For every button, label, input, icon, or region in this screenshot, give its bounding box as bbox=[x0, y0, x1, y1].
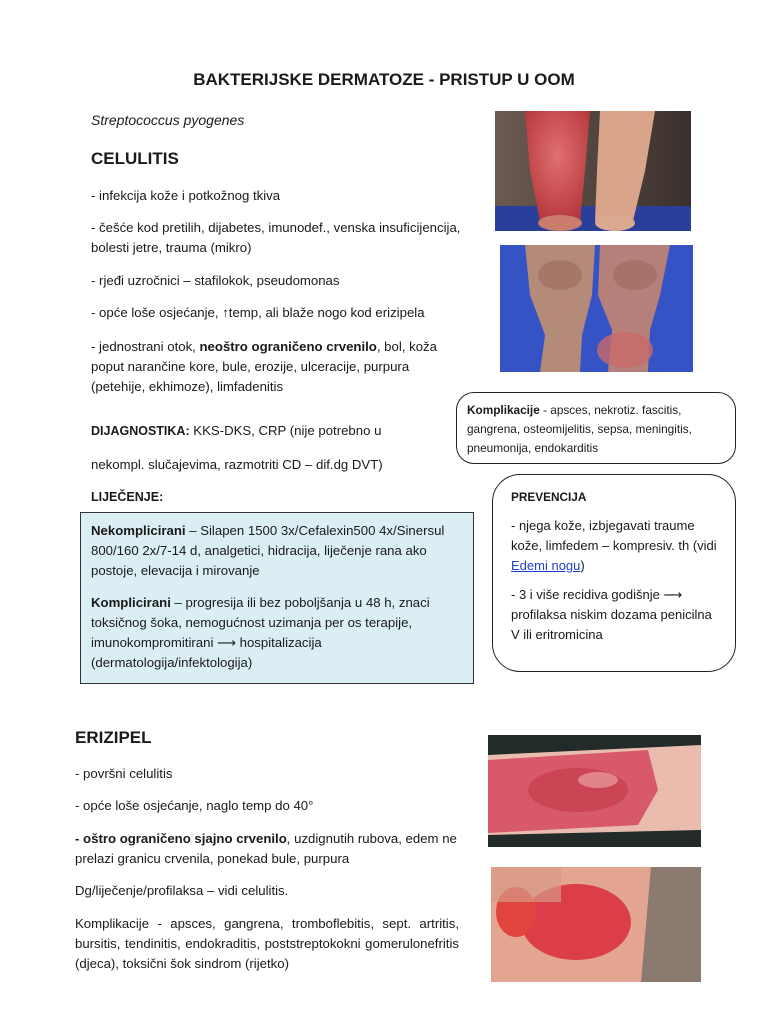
prevencija-item-2: - 3 i više recidiva godišnje ⟶ profilaksa niskim dozama penicilna V ili eritromicina bbox=[511, 587, 712, 642]
lijecenje-label: LIJEČENJE: bbox=[91, 490, 164, 504]
erizipel-dg: Dg/liječenje/profilaksa – vidi celulitis. bbox=[75, 883, 289, 898]
heading-erizipel: ERIZIPEL bbox=[75, 728, 152, 747]
prevencija-box bbox=[492, 474, 736, 672]
erizipel-komplikacije: Komplikacije - apsces, gangrena, tromboflebitis, sept. artritis, bursitis, tendinitis, endokraditis, poststreptokokni gomerulonefritis (djeca), toksični šok sindrom (rijetko) bbox=[75, 916, 459, 971]
photo-cellulitis-legs-1-image bbox=[495, 111, 691, 231]
erizipel-item-3: - oštro ograničeno sjajno crvenilo, uzdignutih rubova, edem ne prelazi granicu crvenila, ponekad bule, purpura bbox=[75, 831, 457, 866]
dijagnostika-line-2: nekompl. slučajevima, razmotriti CD – dif.dg DVT) bbox=[91, 457, 383, 472]
prevencija-heading: PREVENCIJA bbox=[511, 490, 587, 504]
celulitis-item-2: - češće kod pretilih, dijabetes, imunodef., venska insuficijencija, bolesti jetre, trauma (mikro) bbox=[91, 220, 461, 255]
dijagnostika-line-1: DIJAGNOSTIKA: KKS-DKS, CRP (nije potrebno u bbox=[91, 423, 382, 438]
heading-celulitis: CELULITIS bbox=[91, 149, 179, 168]
photo-erysipelas-face-image bbox=[491, 867, 701, 982]
photo-cellulitis-legs-1 bbox=[495, 111, 691, 231]
photo-cellulitis-legs-2-image bbox=[500, 245, 693, 372]
komplikacije-box bbox=[456, 392, 736, 464]
erizipel-item-1: - površni celulitis bbox=[75, 766, 173, 781]
prevencija-item-1: - njega kože, izbjegavati traume kože, limfedem – kompresiv. th (vidi Edemi nogu) bbox=[511, 518, 717, 573]
photo-erysipelas-arm-image bbox=[488, 735, 701, 847]
lijecenje-box bbox=[80, 512, 474, 684]
erizipel-item-2: - opće loše osjećanje, naglo temp do 40° bbox=[75, 798, 314, 813]
komplicirani-paragraph: Komplicirani – progresija ili bez poboljšanja u 48 h, znaci toksičnog šoka, nemogućnost uzimanja per os terapije, imunokompromitirani ⟶ hospitalizacija (dermatologija/infektologija) bbox=[91, 595, 430, 670]
subtitle-organism: Streptococcus pyogenes bbox=[91, 112, 245, 128]
photo-erysipelas-face bbox=[491, 867, 701, 982]
komplikacije-text: Komplikacije - apsces, nekrotiz. fascitis, gangrena, osteomijelitis, sepsa, meningitis, pneumonija, endokarditis bbox=[467, 403, 692, 455]
celulitis-item-4: - opće loše osjećanje, ↑temp, ali blaže nogo kod erizipela bbox=[91, 305, 425, 320]
nekomplicirani-paragraph: Nekomplicirani – Silapen 1500 3x/Cefalexin500 4x/Sinersul 800/160 2x/7-14 d, analgetici, hidracija, liječenje rana ako postoje, elevacija i mirovanje bbox=[91, 523, 445, 578]
page-title: BAKTERIJSKE DERMATOZE - PRISTUP U OOM bbox=[193, 70, 575, 89]
photo-erysipelas-arm bbox=[488, 735, 701, 847]
photo-cellulitis-legs-2 bbox=[500, 245, 693, 372]
edemi-nogu-link[interactable]: Edemi nogu bbox=[511, 558, 581, 573]
celulitis-item-1: - infekcija kože i potkožnog tkiva bbox=[91, 188, 281, 203]
celulitis-item-3: - rjeđi uzročnici – stafilokok, pseudomonas bbox=[91, 273, 340, 288]
celulitis-item-5: - jednostrani otok, neoštro ograničeno crvenilo, bol, koža poput narančine kore, bule, erozije, ulceracije, purpura (petehije, ekhimoze), limfadenitis bbox=[91, 339, 437, 394]
